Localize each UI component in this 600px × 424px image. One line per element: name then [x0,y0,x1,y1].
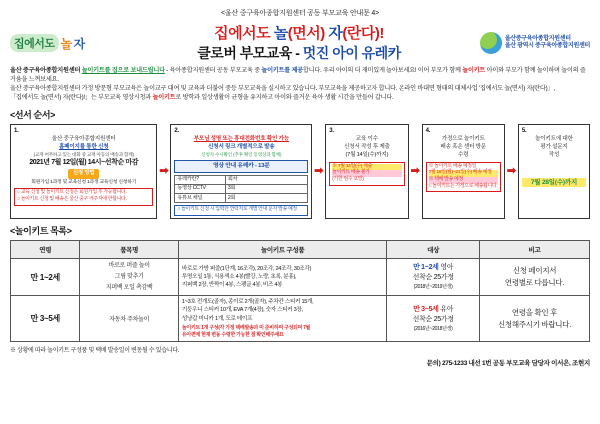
table-row [175,184,308,193]
flow-arrow-4: ➡ [506,164,517,177]
step-5-date: 7월 28일(수)까지 [522,178,586,187]
row-1-target [387,258,480,295]
row-2-item [80,296,178,342]
title-part-3: (면서) [287,24,329,42]
step-1-button-row [14,168,153,180]
row-1-item [80,258,178,295]
step-4-number: 4. [425,127,431,134]
row-1-age: 만 1~2세 [11,258,80,295]
flow-step-5 [518,124,590,219]
row-1-kit-line2: 투명오일 1통, 식용색소 4봉(빨강, 노랑, 초록, 분홍), [181,274,297,281]
intro-line1-b: - 육아종합지원센터 공동 부모교육 중 [164,67,262,74]
row-2-target-type: 유아 [440,305,454,313]
step-3-date: (7월 14일(수)까지) [345,151,389,158]
intro-line1-c: 놀이키트를 제공 [261,67,303,74]
row-1-target-line3: (2018년~2019년생) [413,283,453,290]
row-2-remark-line2: 신청해주시기 바랍니다. [497,319,571,329]
kit-header-target: 대상 [387,240,480,258]
step-4-line3: 수령 [458,151,469,158]
intro-paragraph [10,67,590,103]
step-1-line1: 울산 중구육아종합지원센터 [51,136,116,143]
row-1-item-line1: 바로로 퍼즐 놀이 [108,262,150,269]
row-2-kit-note2: 유아편에 현재 변동 수령한 가능한 점 확인해주세요 [181,331,284,338]
row-1-item-line3: 지퍼백 오일 촉감백 [105,284,153,291]
step-2-number: 2. [174,127,180,134]
intro-line3-b: 놀이키트 [152,93,176,101]
kit-section-title: <놀이키트 목록> [10,225,72,236]
step-1-line2: 홈페이지를 통한 신청 [58,144,109,151]
step-2-title-red: 부모님 성명 또는 휴대전화번호 확인 가능 [193,136,289,143]
contact-line: 문의) 275-1233 내선 1번 공동 부모교육 담당자 이서은, 조현지 [426,360,590,368]
table-row [175,175,308,184]
step-2-note: ○ 놀이키트 신청 시 입력한 연락처로 개별 안내 문자 발송 예정 [174,205,308,216]
intro-line1-d: 합니다. 우리 아이의 더 재미있게 놀아보세요! 이어 부모가 함께 [302,67,463,74]
subtitle-part-1: 클로버 부모교육 - [197,45,303,62]
kit-table [10,240,590,342]
step-1-number: 1. [14,127,19,134]
logo-left-part3: 자 [73,36,85,51]
step-4-line2: 배송 혹은 센터 방문 [440,144,487,151]
step-1-bullet-2: ○ 놀이키트 신청 및 배송은 울산 중구 거주자에 한합니다. [17,197,127,203]
logo-left-part1: 집에서도 [10,34,59,52]
step-2-green-line: 신청자 수시확인 (추후 확인 동영상과 함께) [201,151,282,157]
row-2-item-line1: 자동차 주차놀이 [109,317,150,324]
step-3-notes [329,162,404,186]
row-1-target-line1 [390,263,476,274]
row-2-kit-line3: 성냥갑 미니카 1개, 도로 테이프 [181,315,253,322]
kit-header-age: 연령 [11,240,80,258]
kit-table-header-row [11,240,590,258]
row-2-target-age: 만 3~5세 [413,305,439,313]
row-1-target-line2: 선착순 25가정 [412,274,454,282]
table-row [11,296,590,342]
page-subtitle [120,45,478,61]
row-2-remark-line1: 연령을 확인 후 [511,307,558,317]
row-1-target-age: 만 1~2세 [413,263,439,271]
application-flow [10,124,590,219]
title-part-4: 자 [328,24,343,42]
row-2-contents [178,296,386,342]
row-1-contents [178,258,386,295]
intro-line3-a: 「집에서도 놀(면서) 자(란다)!」는 부모교육 영상시청과 [10,93,153,101]
row-2-target [387,296,480,342]
step-3-number: 3. [329,127,334,134]
step-2-cell-0-0: 유레카란? [175,175,225,184]
intro-line1-f: 아이와 부모가 함께 놀이하며 놀이의 즐거움을 느껴보세요. [10,67,586,83]
row-2-kit-line1: 1~3호 전개도(골자), 종이로 2개(골자), 주차칸 스티커 15개, [181,299,314,306]
row-2-kit-note1: 놀이키트 1개 구성(각 가정 택배발송과 미 준비하며 구성되며 7월 [181,324,311,331]
kit-header-contents: 놀이키트 구성품 [178,240,386,258]
flow-step-2 [170,124,312,219]
row-1-remark-line1: 신청 페이지서 [512,266,557,276]
step-3-line2: 신청서 작성 후 제출 [344,144,390,151]
flow-section-title: <선서 순서> [10,109,55,120]
apply-method-button[interactable]: 신청 방법 [68,169,99,179]
step-4-note: ○ 놀이키트는 가정으로 배송됩니다. [428,183,498,189]
step-1-badge: (교재 여무하고 있는 대화 중 교재 아동의 배송과 함께) [33,151,134,157]
step-5-line3: 작성 [548,151,560,158]
flow-step-1 [10,124,157,219]
step-5-line1: 놀이키트에 대한 [535,136,573,143]
flow-arrow-3: ➡ [410,164,420,177]
row-2-target-line2: 선착순 25가정 [412,316,454,324]
title-part-1: 집에서도 [214,24,274,42]
document-header [10,20,590,66]
step-3-red-1: ※ 7월 14일(수) 제출 [332,164,401,171]
step-3-red-3: (기한 엄수 요망) [332,177,364,183]
row-1-kit-line3: 지퍼백 2장, 반짝이 4봉, 스팽글 4봉, 비즈 4봉 [181,282,283,289]
step-1-notes [14,188,153,205]
center-emblem-icon [480,32,502,54]
intro-line2: 울산 중구육아종합지원센터 가정 방문형 부모교육은 놀이교구 대여 및 교육과 더불어 중등 부모교육을 실시하고 있습니다. 부모교육을 제공하고자 합니다. 온라인 바대면 형태의 대체사업 '집에서도 놀(면서) 자(란다)」, [10,84,555,92]
step-2-cell-0-1: 회차 [225,175,307,184]
step-1-date: 2021년 7월 12일(월) 14시~선착순 마감 [29,159,139,167]
row-2-target-line3: (2016년~2018년생) [413,325,453,332]
step-4-red-2: 7월 19일(월)~21일(수) 배송 예정 [429,170,498,177]
step-4-red-1: ※ 놀이키트 배송 예정일 [428,163,477,169]
step-4-green: ※ 택배 발송 예정 [429,177,498,184]
step-2-video-table [174,175,308,204]
flow-step-4 [422,124,505,219]
flow-step-3 [325,124,408,219]
flow-arrow-2: ➡ [314,164,324,177]
kit-header-remark: 비고 [479,240,589,258]
step-5-line2: 평가 설문지 [540,144,568,151]
row-1-kit-line1: 바로로 가방 퍼즐(1단계, 16조각), 20조각, 24조각, 30조각) [181,266,312,272]
step-2-title-line2: 신청서 링크 개별적으로 발송 [208,144,275,151]
row-1-target-type: 영아 [440,263,454,271]
step-2-cell-2-0: 유튜브 채널 [175,194,225,203]
row-2-target-line1 [390,305,476,316]
intro-line1-a: 놀이키트를 집으로 보내드립니다 [81,67,165,74]
logo-right-text [505,36,590,51]
row-1-remark-line2: 연령별로 다릅니다. [504,278,565,288]
intro-org: 울산 중구육아종합지원센터 [10,67,81,74]
step-3-red-2: 놀이키트 배송 불가 [332,170,401,177]
step-5-number: 5. [521,127,527,134]
logo-right-line1: 울산중구육아종합지원센터 [504,35,571,42]
page-title [120,25,478,42]
footnote: ※ 상황에 따라 놀이키트 구성품 및 택배 발송일이 변동될 수 있습니다. [10,348,180,355]
step-1-bullet-1: ○ 교육 신청 및 놀이키트 신청은 회원가입 후 가능합니다. [17,190,127,196]
flow-arrow-1: ➡ [159,164,169,177]
subtitle-part-2: 멋진 아이 유레카 [302,45,401,62]
step-2-cell-1-1: 3회 [225,184,307,193]
title-part-2: 놀 [273,24,288,42]
intro-line3 [10,94,590,103]
center-logo-right [478,32,590,54]
intro-line1-e: 놀이키트 [462,67,486,74]
logo-right-line2: 울산 광역시 중구육아종합지원센터 [504,43,590,49]
step-2-video-title: 영상 안내 유레카 - 13분 [174,160,308,172]
table-row [11,258,590,295]
center-logo-left [10,34,120,52]
top-note: <울산 중구육아종합지원센터 공동 부모교육 안내문 4> [221,10,379,17]
intro-line3-c: 로 방학과 일상생활이 균형을 유지하고 아이와 즐거운 육아 생활 시간을 만들어 갑니다. [175,93,394,101]
row-2-remark [479,296,589,342]
step-3-line1: 교육 이수 [355,136,378,143]
row-1-remark [479,258,589,295]
step-4-notes [426,162,501,192]
step-1-sub: 회원가입 1과정 및 교육신청 1과정 교육신청 신청하기 [31,179,137,185]
kit-header-item: 품목명 [80,240,178,258]
step-2-cell-1-0: 동영상 CCTV [175,184,225,193]
row-2-age: 만 3~5세 [11,296,80,342]
row-1-item-line2: 그림 맞추기 [114,273,144,280]
step-2-cell-2-1: 2회 [225,194,307,203]
table-row [175,194,308,203]
row-2-kit-line2: 기둥우니 스티커 10개, EVA 7개(4장), 숫자 스티커 3장, [181,307,303,314]
step-4-line1: 가정으로 놀이키트 [441,136,485,143]
title-part-5: (란다)! [342,24,384,42]
logo-left-part2: 놀 [60,36,72,51]
title-block [120,25,478,61]
